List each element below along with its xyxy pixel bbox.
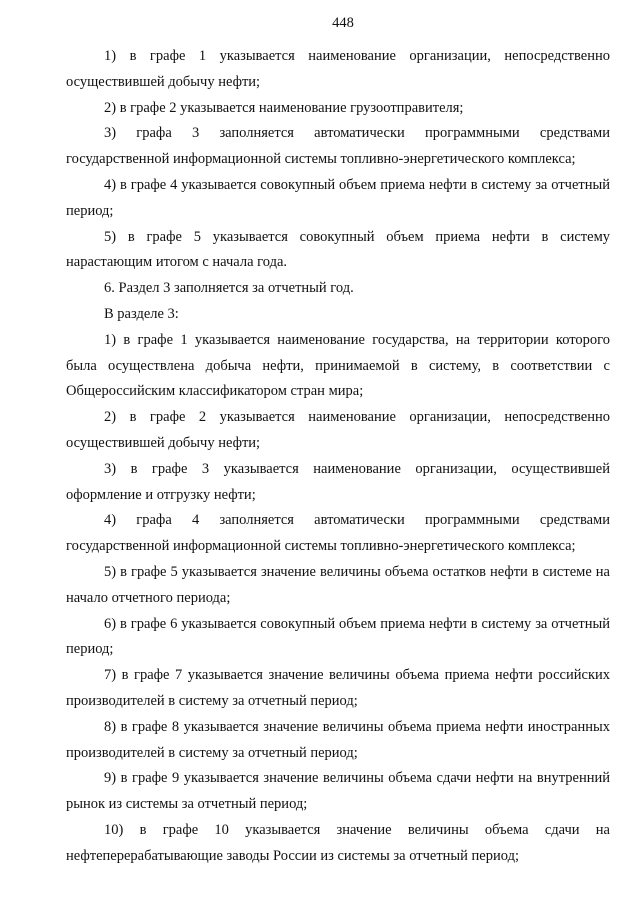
paragraph-item: 3) графа 3 заполняется автоматически программными средствами государственной информационной системы топливно-энергетического комплекса; xyxy=(66,125,610,168)
paragraph-item: 5) в графе 5 указывается значение величины объема остатков нефти в системе на начало отчетного периода; xyxy=(66,563,610,606)
paragraph-item: 5) в графе 5 указывается совокупный объем приема нефти в систему нарастающим итогом с начала года. xyxy=(66,228,610,271)
paragraph-item: 9) в графе 9 указывается значение величины объема сдачи нефти на внутренний рынок из системы за отчетный период; xyxy=(66,770,610,813)
paragraph-item: 1) в графе 1 указывается наименование организации, непосредственно осуществившей добычу нефти; xyxy=(66,48,610,90)
page-number: 448 xyxy=(332,15,354,31)
section-intro: В разделе 3: xyxy=(104,305,179,322)
paragraph-item: 2) в графе 2 указывается наименование грузоотправителя; xyxy=(104,99,464,116)
paragraph-item: 4) в графе 4 указывается совокупный объем приема нефти в систему за отчетный период; xyxy=(66,176,610,219)
paragraph-item: 6) в графе 6 указывается совокупный объем приема нефти в систему за отчетный период; xyxy=(66,615,610,658)
paragraph-item: 3) в графе 3 указывается наименование организации, осуществившей оформление и отгрузку нефти; xyxy=(66,460,610,503)
paragraph-item: 2) в графе 2 указывается наименование организации, непосредственно осуществившей добычу нефти; xyxy=(66,409,610,451)
section-heading: 6. Раздел 3 заполняется за отчетный год. xyxy=(104,280,354,297)
paragraph-item: 4) графа 4 заполняется автоматически программными средствами государственной информационной системы топливно-энергетического комплекса; xyxy=(66,512,610,555)
paragraph-item: 10) в графе 10 указывается значение величины объема сдачи на нефтеперерабатывающие заводы России из системы за отчетный период; xyxy=(66,821,610,864)
paragraph-item: 1) в графе 1 указывается наименование государства, на территории которого была осуществлена добыча нефти, принимаемой в систему, в соответствии с Общероссийским классификатором стран мира; xyxy=(66,331,610,400)
paragraph-item: 7) в графе 7 указывается значение величины объема приема нефти российских производителей в систему за отчетный период; xyxy=(66,667,610,709)
paragraph-item: 8) в графе 8 указывается значение величины объема приема нефти иностранных производителей в систему за отчетный период; xyxy=(66,718,610,761)
